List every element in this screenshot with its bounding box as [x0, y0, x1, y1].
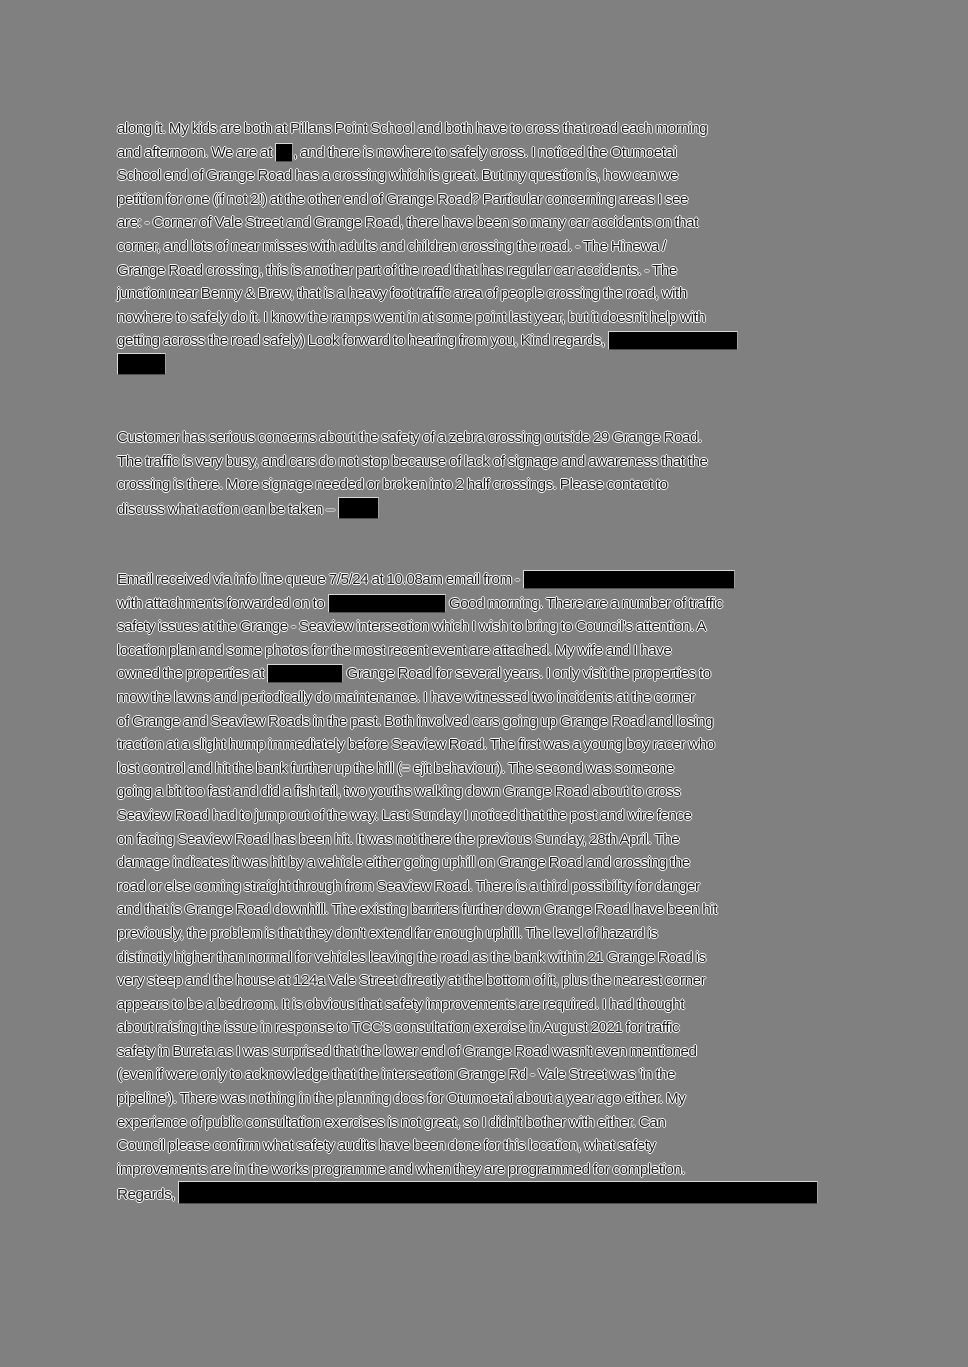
- text-line: road or else coming straight through from Seaview Road. There is a third possibility for danger: [117, 877, 700, 895]
- text-line: distinctly higher than normal for vehicles leaving the road as the bank within 21 Grange Road is: [117, 948, 706, 966]
- text-line: previously, the problem is that they don't extend far enough uphill. The level of hazard is: [117, 924, 658, 942]
- text-line: lost control and hit the bank further up the hill (= ejit behaviour). The second was someone: [117, 759, 674, 777]
- text-line: pipeline'). There was nothing in the planning docs for Otumoetai about a year ago either. My: [117, 1090, 686, 1108]
- text-line: going a bit too fast and did a fish tail, two youths walking down Grange Road about to cross: [117, 783, 681, 801]
- text-line: improvements are in the works programme and when they are programmed for completion.: [117, 1160, 686, 1178]
- redaction-box-address: [275, 143, 293, 162]
- redaction-box-name-continued: [117, 353, 166, 375]
- text-line: on facing Seaview Road has been hit. It was not there the previous Sunday, 28th April. The: [117, 830, 680, 848]
- text-line: nowhere to safely do it. I know the ramps went in at some point last year, but it doesn't help with: [117, 308, 706, 326]
- text-line: location plan and some photos for the most recent event are attached. My wife and I have: [117, 641, 672, 659]
- text-line: and that is Grange Road downhill. The existing barriers further down Grange Road have been hit: [117, 901, 717, 919]
- text-line: (even if were only to acknowledge that the intersection Grange Rd - Vale Street was 'in the: [117, 1066, 676, 1084]
- text-line: [117, 662, 818, 686]
- text-fragment: owned the properties at: [117, 665, 268, 683]
- text-line: [117, 497, 708, 521]
- text-line: Council please confirm what safety audits have been done for this location, what safety: [117, 1137, 656, 1155]
- redaction-box-name: [608, 331, 738, 350]
- text-line: [117, 568, 818, 592]
- text-line: along it. My kids are both at Pillans Point School and both have to cross that road each morning: [117, 120, 708, 137]
- text-line: [117, 592, 818, 616]
- text-line: junction near Benny & Brew, that is a heavy foot traffic area of people crossing the road, with: [117, 285, 687, 303]
- text-line: of Grange and Seaview Roads in the past. Both involved cars going up Grange Road and losing: [117, 712, 714, 730]
- text-line: Grange Road crossing, this is another part of the road that has regular car accidents. - The: [117, 261, 677, 279]
- redaction-box-contact: [338, 497, 379, 519]
- text-fragment: , and there is nowhere to safely cross. I noticed the Otumoetai: [293, 143, 677, 161]
- text-fragment: discuss what action can be taken –: [117, 500, 338, 518]
- text-line: mow the lawns and periodically do maintenance. I have witnessed two incidents at the corner: [117, 688, 695, 706]
- text-fragment: Regards,: [117, 1186, 179, 1204]
- text-fragment: getting across the road safely) Look forward to hearing from you, Kind regards,: [117, 332, 609, 350]
- text-line: very steep and the house at 124a Vale Street directly at the bottom of it, plus the nearest corner: [117, 972, 706, 990]
- text-line: The traffic is very busy, and cars do not stop because of lack of signage and awareness that the: [117, 452, 708, 470]
- text-line: School end of Grange Road has a crossing which is great. But my question is, how can we: [117, 167, 679, 185]
- text-line: are: - Corner of Vale Street and Grange Road, there have been so many car accidents on that: [117, 214, 698, 232]
- text-line: Customer has serious concerns about the safety of a zebra crossing outside 29 Grange Road.: [117, 429, 702, 446]
- text-fragment: Email received via info line queue 7/5/24 at 10.08am email from -: [117, 571, 523, 588]
- text-line: petition for one (if not 2!) at the other end of Grange Road? Particular concerning areas I see: [117, 190, 688, 208]
- text-line: traction at a slight hump immediately before Seaview Road. The first was a young boy racer who: [117, 736, 715, 754]
- redaction-box-recipient: [328, 594, 446, 613]
- submission-paragraph-1: [117, 117, 738, 377]
- text-line: about raising the issue in response to TCC's consultation exercise in August 2021 for traffic: [117, 1019, 680, 1037]
- text-line: Seaview Road had to jump out of the way. Last Sunday I noticed that the post and wire fence: [117, 806, 692, 824]
- text-line: crossing is there. More signage needed or broken into 2 half crossings. Please contact to: [117, 476, 668, 494]
- submission-paragraph-2: [117, 426, 708, 520]
- text-line: damage indicates it was hit by a vehicle either going uphill on Grange Road and crossing the: [117, 854, 690, 872]
- submission-paragraph-3: [117, 568, 818, 1205]
- text-line: [117, 329, 738, 353]
- text-line: [117, 1181, 818, 1205]
- text-fragment: Good morning. There are a number of traffic: [445, 594, 723, 612]
- text-line: safety in Bureta as I was surprised that the lower end of Grange Road wasn't even mentioned: [117, 1042, 697, 1060]
- text-line: experience of public consultation exercises is not great, so I didn't bother with either. Can: [117, 1113, 666, 1131]
- text-fragment: Grange Road for several years. I only visit the properties to: [343, 665, 711, 683]
- text-fragment: and afternoon. We are at: [117, 143, 276, 161]
- redaction-box-email: [523, 570, 735, 589]
- text-line: [117, 353, 738, 377]
- redaction-box-property-number: [267, 664, 343, 683]
- text-fragment: with attachments forwarded on to: [117, 594, 328, 612]
- text-line: corner, and lots of near misses with adults and children crossing the road. - The Hinewa /: [117, 237, 666, 255]
- text-line: safety issues at the Grange - Seaview intersection which I wish to bring to Council's attention. A: [117, 618, 707, 636]
- text-line: [117, 141, 738, 165]
- redaction-box-signature: [178, 1181, 818, 1204]
- text-line: appears to be a bedroom. It is obvious that safety improvements are required. I had thought: [117, 995, 684, 1013]
